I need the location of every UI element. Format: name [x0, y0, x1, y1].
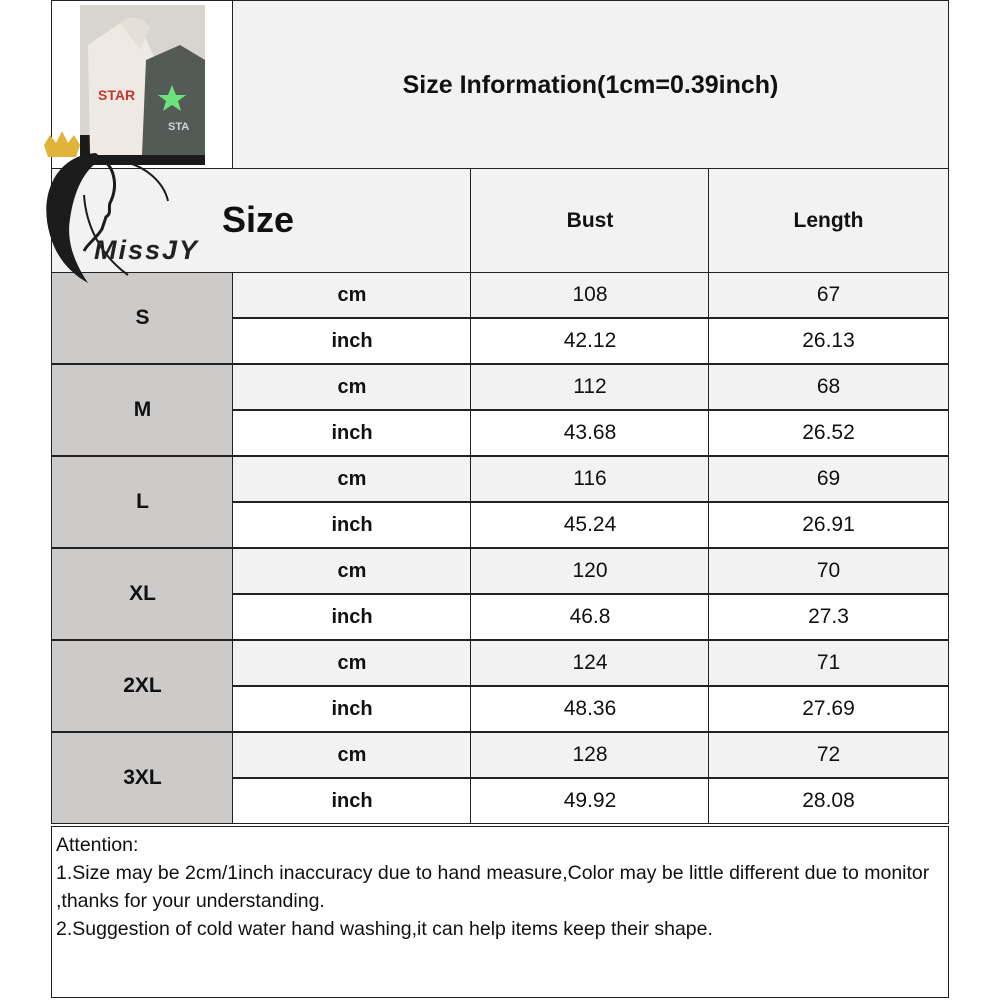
bust-cm-cell: 116 [470, 456, 710, 502]
unit-inch: inch [232, 594, 472, 640]
size-label: 2XL [51, 640, 234, 732]
brand-logo [36, 125, 236, 285]
bust-cm-cell: 124 [470, 640, 710, 686]
notes-line-1: 1.Size may be 2cm/1inch inaccuracy due to hand measure,Color may be little different due to monitor ,thanks for your understanding. [56, 862, 930, 912]
bust-inch-cell: 49.92 [470, 778, 710, 824]
notes-heading: Attention: [56, 834, 139, 856]
bust-cm-cell: 112 [470, 364, 710, 410]
length-inch-cell: 26.13 [708, 318, 949, 364]
unit-inch: inch [232, 318, 472, 364]
bust-cm-cell: 108 [470, 272, 710, 318]
size-info-title: Size Information(1cm=0.39inch) [232, 0, 949, 170]
bust-header: Bust [470, 168, 710, 274]
bust-cm-cell: 128 [470, 732, 710, 778]
length-inch-cell: 26.91 [708, 502, 949, 548]
bust-inch-cell: 45.24 [470, 502, 710, 548]
attention-notes [51, 826, 949, 998]
brand-name: MissJY [94, 235, 200, 265]
svg-text:STAR: STAR [98, 87, 136, 103]
length-inch-cell: 27.69 [708, 686, 949, 732]
unit-cm: cm [232, 364, 472, 410]
size-label: S [51, 272, 234, 364]
length-header: Length [708, 168, 949, 274]
length-inch-cell: 27.3 [708, 594, 949, 640]
size-header: Size [222, 199, 295, 240]
bust-cm-cell: 120 [470, 548, 710, 594]
svg-text:STA: STA [168, 121, 190, 133]
bust-inch-cell: 48.36 [470, 686, 710, 732]
length-cm-cell: 71 [708, 640, 949, 686]
bust-inch-cell: 43.68 [470, 410, 710, 456]
bust-inch-cell: 46.8 [470, 594, 710, 640]
size-label: XL [51, 548, 234, 640]
notes-line-2: 2.Suggestion of cold water hand washing,it can help items keep their shape. [56, 918, 713, 940]
length-inch-cell: 26.52 [708, 410, 949, 456]
unit-cm: cm [232, 548, 472, 594]
size-label: M [51, 364, 234, 456]
unit-inch: inch [232, 778, 472, 824]
length-inch-cell: 28.08 [708, 778, 949, 824]
unit-cm: cm [232, 456, 472, 502]
size-label: L [51, 456, 234, 548]
size-label: 3XL [51, 732, 234, 824]
unit-inch: inch [232, 410, 472, 456]
crown-icon [44, 131, 80, 157]
length-cm-cell: 69 [708, 456, 949, 502]
unit-cm: cm [232, 732, 472, 778]
unit-cm: cm [232, 640, 472, 686]
unit-inch: inch [232, 502, 472, 548]
length-cm-cell: 67 [708, 272, 949, 318]
length-cm-cell: 70 [708, 548, 949, 594]
bust-inch-cell: 42.12 [470, 318, 710, 364]
unit-inch: inch [232, 686, 472, 732]
length-cm-cell: 68 [708, 364, 949, 410]
length-cm-cell: 72 [708, 732, 949, 778]
unit-cm: cm [232, 272, 472, 318]
